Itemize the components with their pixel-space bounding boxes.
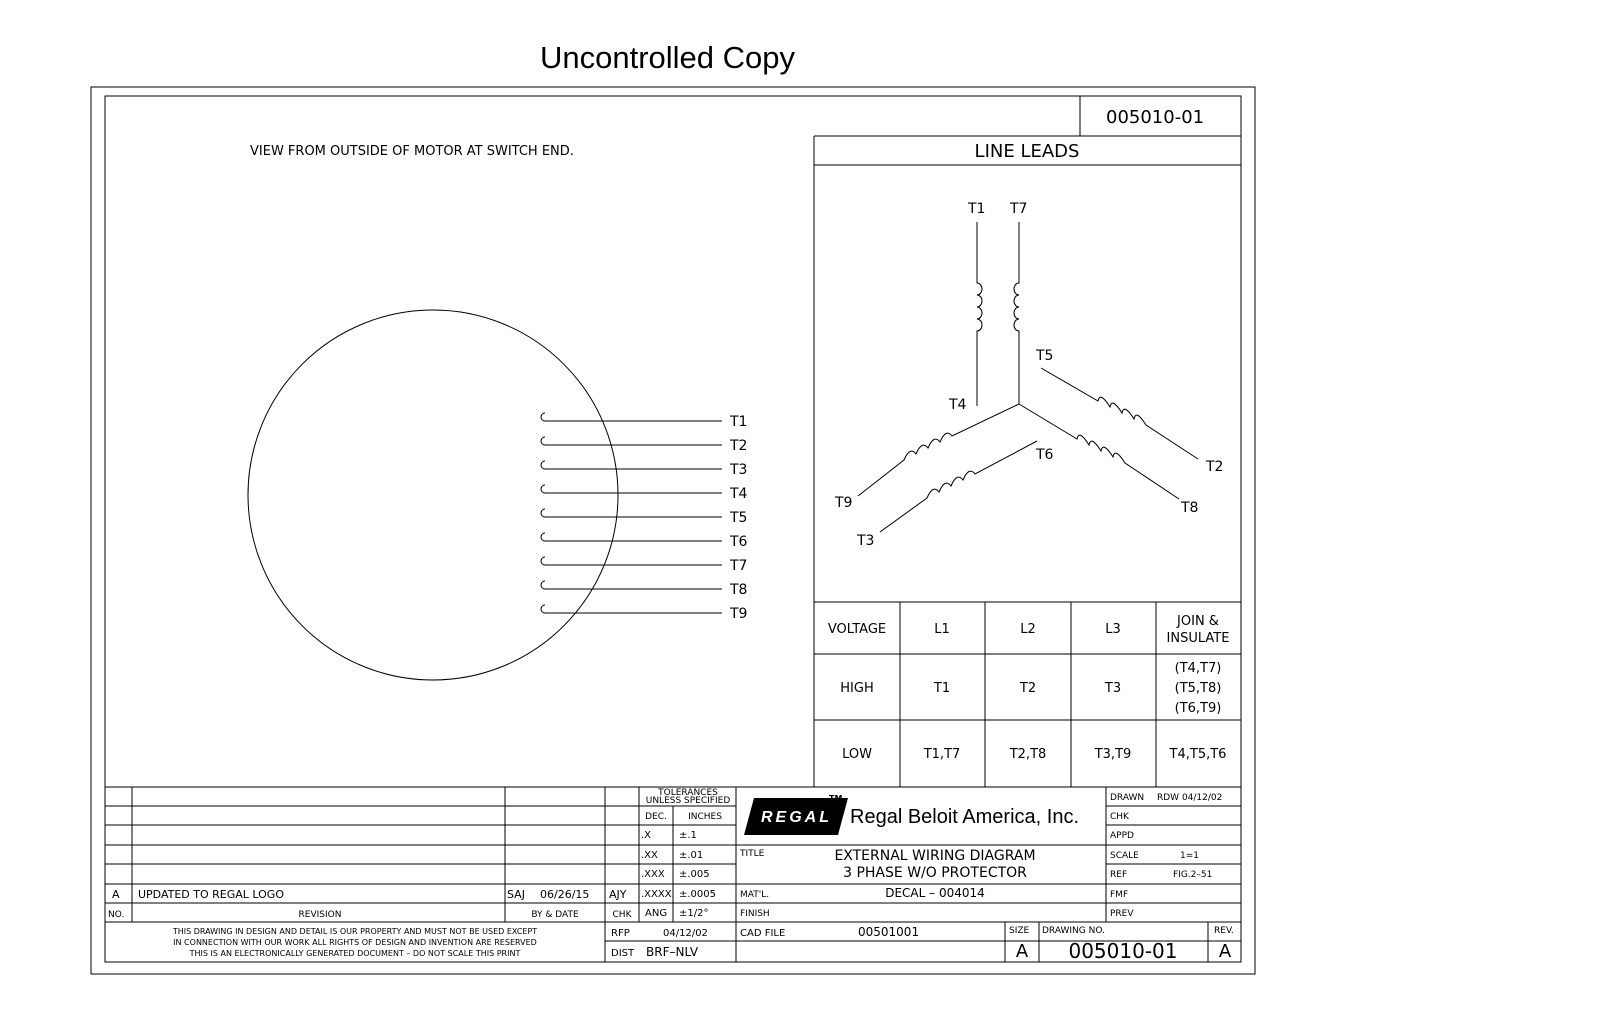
fmf-label: FMF <box>1110 890 1129 900</box>
tol-dec-5: ANG <box>645 908 668 919</box>
header-revision: REVISION <box>298 910 342 920</box>
tol-dec-2: .XX <box>641 850 658 861</box>
company-name: Regal Beloit America, Inc. <box>850 806 1079 828</box>
motor-lead-wire <box>541 605 722 613</box>
tol-val-2: ±.01 <box>679 850 704 861</box>
table-header-voltage: VOLTAGE <box>827 622 887 637</box>
drawing-no-label: DRAWING NO. <box>1042 926 1105 936</box>
low-l1: T1,T7 <box>923 747 961 762</box>
finish-label: FINISH <box>740 909 770 919</box>
low-l3: T3,T9 <box>1094 747 1132 762</box>
wye-connection-diagram <box>858 222 1198 532</box>
dist-value: BRF–NLV <box>646 945 699 959</box>
uncontrolled-copy-banner: Uncontrolled Copy <box>540 40 796 75</box>
motor-lead-label: T1 <box>730 414 748 430</box>
wye-label-t8: T8 <box>1181 500 1199 516</box>
scale-value: 1=1 <box>1180 851 1199 861</box>
title-line-2: 3 PHASE W/O PROTECTOR <box>843 865 1027 881</box>
low-voltage-label: LOW <box>842 747 872 762</box>
motor-lead-wire <box>541 533 722 541</box>
motor-lead-wire <box>541 557 722 565</box>
matl-label: MAT'L. <box>740 890 770 900</box>
size-value: A <box>1015 941 1029 962</box>
view-note: VIEW FROM OUTSIDE OF MOTOR AT SWITCH END. <box>250 144 574 159</box>
rfp-label: RFP <box>611 928 630 939</box>
coil-t5-t2 <box>1041 368 1198 459</box>
disclaimer-line-1: THIS DRAWING IN DESIGN AND DETAIL IS OUR PROPERTY AND MUST NOT BE USED EXCEPT <box>172 927 538 936</box>
high-l3: T3 <box>1104 681 1122 696</box>
low-join: T4,T5,T6 <box>1169 747 1227 762</box>
tol-dec-1: .X <box>641 830 652 841</box>
title-label: TITLE <box>740 849 765 859</box>
disclaimer-line-3: THIS IS AN ELECTRONICALLY GENERATED DOCUMENT – DO NOT SCALE THIS PRINT <box>189 949 521 958</box>
wye-label-t9: T9 <box>835 495 853 511</box>
header-chk: CHK <box>612 910 632 920</box>
revision-chk: AJY <box>609 888 627 901</box>
wye-label-t6: T6 <box>1036 447 1054 463</box>
motor-lead-wire <box>541 461 722 469</box>
high-join-2: (T5,T8) <box>1174 681 1222 696</box>
cad-file-value: 00501001 <box>858 925 920 939</box>
tolerances-title: TOLERANCES <box>658 788 718 798</box>
motor-lead-label: T8 <box>730 582 748 598</box>
tol-dec-4: .XXXX <box>641 889 672 900</box>
rfp-value: 04/12/02 <box>663 928 708 939</box>
ref-value: FIG.2–51 <box>1173 870 1213 880</box>
motor-end-circle <box>248 310 618 680</box>
regal-logo <box>744 798 848 835</box>
coil-t7-center <box>1014 222 1019 404</box>
line-leads-title: LINE LEADS <box>974 141 1080 162</box>
motor-lead-label: T4 <box>730 486 748 502</box>
coil-center-t9 <box>858 404 1019 496</box>
revision-by: SAJ <box>507 888 525 901</box>
wye-label-t4: T4 <box>949 397 967 413</box>
drawing-no-value: 005010-01 <box>1068 939 1178 963</box>
motor-lead-wire <box>541 437 722 445</box>
motor-lead-label: T2 <box>730 438 748 454</box>
motor-lead-wire <box>541 413 722 421</box>
table-header-l3: L3 <box>1105 622 1121 637</box>
tol-val-5: ±1/2° <box>679 908 709 919</box>
trademark: TM <box>829 794 843 803</box>
motor-lead-wire <box>541 581 722 589</box>
rev-label: REV. <box>1214 926 1234 936</box>
high-voltage-label: HIGH <box>840 681 874 696</box>
high-join-1: (T4,T7) <box>1174 661 1222 676</box>
tol-val-3: ±.005 <box>679 869 710 880</box>
header-no: NO. <box>108 910 125 920</box>
ref-label: REF <box>1110 870 1128 880</box>
revision-description: UPDATED TO REGAL LOGO <box>138 888 284 901</box>
cad-file-label: CAD FILE <box>740 928 786 939</box>
rev-value: A <box>1218 941 1232 962</box>
tolerances-inches-header: INCHES <box>688 812 722 822</box>
prev-label: PREV <box>1110 909 1134 919</box>
wye-label-t5: T5 <box>1036 348 1054 364</box>
drawn-value: RDW 04/12/02 <box>1157 793 1223 803</box>
coil-t6-t3 <box>880 441 1037 532</box>
regal-logo-text: REGAL <box>761 809 832 826</box>
revision-letter: A <box>112 888 120 901</box>
tolerances-dec-header: DEC. <box>645 812 667 822</box>
motor-lead-label: T3 <box>730 462 748 478</box>
title-line-1: EXTERNAL WIRING DIAGRAM <box>834 848 1036 864</box>
tol-dec-3: .XXX <box>641 869 665 880</box>
motor-lead-label: T6 <box>730 534 748 550</box>
high-join-3: (T6,T9) <box>1174 701 1222 716</box>
coil-t1-t4 <box>977 222 982 406</box>
header-by-date: BY & DATE <box>531 910 579 920</box>
matl-value: DECAL – 004014 <box>885 886 985 900</box>
high-l1: T1 <box>933 681 951 696</box>
motor-lead-label: T9 <box>730 606 748 622</box>
drawn-label: DRAWN <box>1110 793 1145 803</box>
motor-lead-label: T7 <box>730 558 748 574</box>
table-header-join: JOIN & <box>1177 614 1219 629</box>
appd-label: APPD <box>1110 831 1134 841</box>
tol-val-4: ±.0005 <box>679 889 717 900</box>
motor-lead-wire <box>541 509 722 517</box>
chk-label: CHK <box>1110 812 1129 822</box>
high-l2: T2 <box>1019 681 1037 696</box>
size-label: SIZE <box>1009 926 1030 936</box>
wye-label-t1: T1 <box>968 201 986 217</box>
motor-lead-label: T5 <box>730 510 748 526</box>
dist-label: DIST <box>611 948 635 959</box>
tolerances-subtitle: UNLESS SPECIFIED <box>645 796 731 806</box>
scale-label: SCALE <box>1110 851 1139 861</box>
wye-label-t3: T3 <box>857 533 875 549</box>
tol-val-1: ±.1 <box>679 830 697 841</box>
revision-date: 06/26/15 <box>540 888 590 901</box>
wye-label-t2: T2 <box>1206 459 1224 475</box>
wye-label-t7: T7 <box>1010 201 1028 217</box>
drawing-number-top: 005010-01 <box>1106 107 1205 128</box>
low-l2: T2,T8 <box>1009 747 1047 762</box>
disclaimer-line-2: IN CONNECTION WITH OUR WORK ALL RIGHTS OF DESIGN AND INVENTION ARE RESERVED <box>173 938 537 947</box>
motor-lead-wire <box>541 485 722 493</box>
table-header-insulate: INSULATE <box>1166 631 1230 646</box>
table-header-l1: L1 <box>934 622 950 637</box>
table-header-l2: L2 <box>1020 622 1036 637</box>
